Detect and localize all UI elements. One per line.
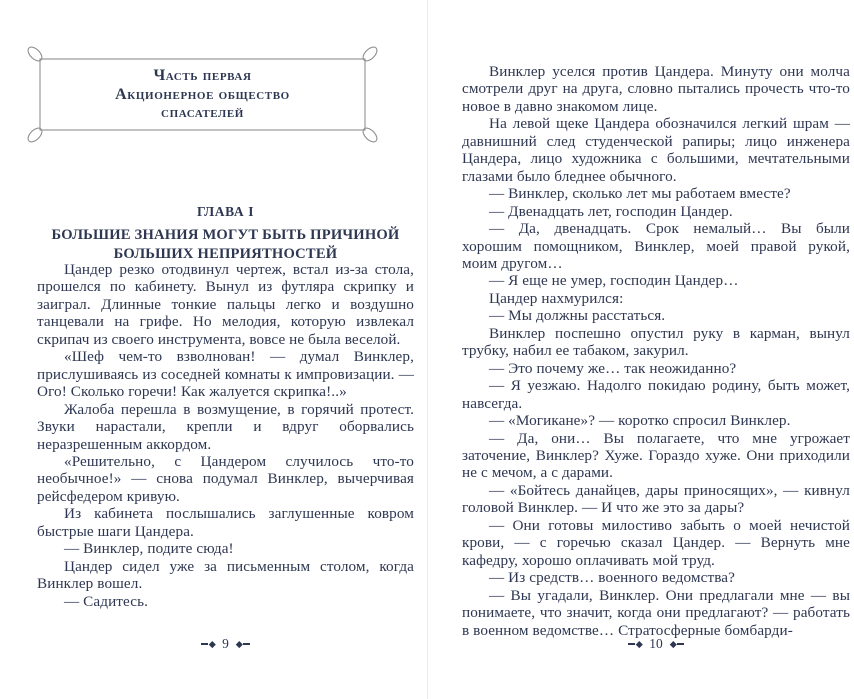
paragraph: — «Могикане»? — коротко спросил Винклер. bbox=[489, 412, 791, 430]
left-page-text bbox=[37, 261, 414, 610]
paragraph: Из кабинета послышались заглушенные ковром быстрые шаги Цандера. bbox=[37, 505, 414, 540]
diamond-ornament-right-icon bbox=[671, 642, 684, 647]
paragraph: — Это почему же… так неожиданно? bbox=[489, 359, 737, 377]
diamond-ornament-left-icon bbox=[201, 642, 214, 647]
right-page-number bbox=[462, 636, 850, 652]
paragraph: — Я еще не умер, господин Цандер… bbox=[489, 272, 739, 290]
paragraph: — Я уезжаю. Надолго покидаю родину, быть может, навсегда. bbox=[462, 377, 850, 412]
paragraph: — Да, они… Вы полагаете, что мне угрожает заточение, Винклер? Хуже. Гораздо хуже. Они приходили не с мечом, а с дарами. bbox=[462, 429, 850, 482]
paragraph: Винклер уселся против Цандера. Минуту они молча смотрели друг на друга, словно пытались прочесть что-то новое в давно знакомом лице. bbox=[462, 63, 850, 115]
part-title-line: Акционерное общество bbox=[115, 85, 290, 103]
chapter-title-line: БОЛЬШИХ НЕПРИЯТНОСТЕЙ bbox=[113, 246, 338, 262]
paragraph: — Мы должны расстаться. bbox=[489, 307, 666, 325]
diamond-ornament-right-icon bbox=[237, 642, 250, 647]
paragraph: «Решительно, с Цандером случилось что-то необычное!» — снова подумал Винклер, вычерчивая рейсфедером кривую. bbox=[37, 452, 414, 505]
part-title-frame bbox=[40, 59, 365, 130]
part-title bbox=[40, 59, 365, 123]
paragraph: Винклер поспешно опустил руку в карман, вынул трубку, набил ее табаком, закурил. bbox=[462, 324, 850, 360]
part-title-line: спасателей bbox=[161, 104, 244, 121]
chapter-heading bbox=[37, 204, 414, 264]
chapter-title bbox=[37, 226, 414, 264]
page-number: 10 bbox=[649, 636, 663, 651]
left-page-number bbox=[37, 636, 414, 652]
part-title-line: Часть первая bbox=[153, 67, 252, 84]
paragraph: Цандер сидел уже за письменным столом, когда Винклер вошел. bbox=[37, 557, 414, 593]
page-right bbox=[462, 0, 850, 699]
chapter-label: ГЛАВА I bbox=[196, 204, 255, 219]
paragraph: — Вы угадали, Винклер. Они предлагали мне — вы понимаете, что значит, когда они предлагают? — работать в военном ведомстве… Стратосферные бомбарди- bbox=[462, 586, 850, 639]
paragraph: Цандер резко отодвинул чертеж, встал из-за стола, прошелся по кабинету. Вынул из футляра скрипку и заиграл. Длинные тонкие пальцы легко и воздушно танцевали на грифе. Но мелодия, которую извлекал скрипач из своего инструмента, вовсе не была веселой. bbox=[37, 261, 414, 348]
paragraph: «Шеф чем-то взволнован! — думал Винклер, прислушиваясь из соседней комнаты к импровизации. — Ого! Сколько горечи! Как жалуется скрипка!..» bbox=[37, 348, 414, 401]
paragraph: Жалоба перешла в возмущение, в горячий протест. Звуки нарастали, крепли и вдруг оборвались неразрешенным аккордом. bbox=[37, 400, 414, 453]
paragraph: На левой щеке Цандера обозначился легкий шрам — давнишний след студенческой рапиры; лицо инженера Цандера, лицо художника с большими, мечтательными глазами было бледнее обычного. bbox=[462, 115, 850, 185]
paragraph: Цандер нахмурился: bbox=[489, 289, 624, 307]
paragraph: — Из средств… военного ведомства? bbox=[489, 569, 735, 587]
page-number: 9 bbox=[222, 636, 229, 651]
paragraph: — Винклер, подите сюда! bbox=[64, 540, 234, 558]
page-left bbox=[37, 0, 414, 699]
paragraph: — Винклер, сколько лет мы работаем вместе? bbox=[489, 185, 791, 203]
paragraph: — Двенадцать лет, господин Цандер. bbox=[489, 202, 733, 220]
right-page-text bbox=[462, 63, 850, 639]
page-divider bbox=[427, 0, 428, 699]
paragraph: — Да, двенадцать. Срок немалый… Вы были хорошим помощником, Винклер, моей правой рукой, моим другом… bbox=[462, 220, 850, 272]
paragraph: — Садитесь. bbox=[64, 592, 149, 610]
diamond-ornament-left-icon bbox=[628, 642, 641, 647]
paragraph: — Они готовы милостиво забыть о моей нечистой крови, — с горечью сказал Цандер. — Вернуть мне кафедру, хорошо оплачивать мой труд. bbox=[462, 516, 850, 569]
chapter-title-line: БОЛЬШИЕ ЗНАНИЯ МОГУТ БЫТЬ ПРИЧИНОЙ bbox=[51, 227, 400, 243]
paragraph: — «Бойтесь данайцев, дары приносящих», — кивнул головой Винклер. — И что же это за дары? bbox=[462, 481, 850, 517]
